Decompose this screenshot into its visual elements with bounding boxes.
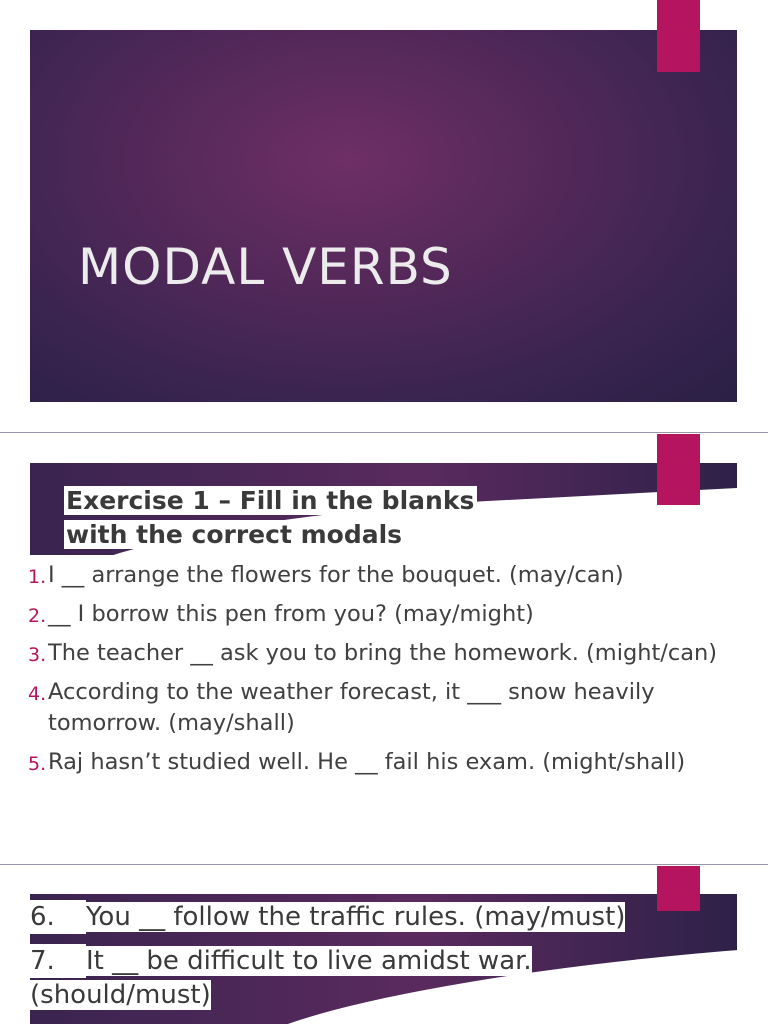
item-number: 7. xyxy=(30,944,86,978)
item-number: 2. xyxy=(28,605,47,627)
item-text: (should/must) xyxy=(30,980,211,1010)
exercise-slide xyxy=(0,434,768,864)
slide-divider xyxy=(0,432,768,433)
heading-line-1: Exercise 1 – Fill in the blanks xyxy=(64,486,477,515)
item-6 xyxy=(30,900,625,934)
item-number: 5. xyxy=(28,753,47,775)
list-item xyxy=(28,677,748,739)
question-list xyxy=(28,560,748,786)
item-text: It __ be difficult to live amidst war. xyxy=(86,946,532,976)
exercise-slide-continued xyxy=(0,866,768,1024)
item-number: 4. xyxy=(28,683,47,705)
item-text: Raj hasn’t studied well. He __ fail his exam. (might/shall) xyxy=(48,749,686,775)
title-panel xyxy=(30,30,737,402)
item-number: 1. xyxy=(28,566,47,588)
accent-bookmark xyxy=(657,434,700,505)
heading-line-2: with the correct modals xyxy=(64,520,405,549)
item-number: 6. xyxy=(30,900,86,934)
item-7-continued xyxy=(30,978,211,1012)
slide-title: MODAL VERBS xyxy=(78,238,453,296)
item-text: You __ follow the traffic rules. (may/must) xyxy=(86,902,626,932)
item-text: The teacher __ ask you to bring the homework. (might/can) xyxy=(48,640,718,666)
list-item xyxy=(28,560,748,591)
accent-bookmark xyxy=(657,866,700,911)
item-number: 3. xyxy=(28,644,47,666)
item-text: __ I borrow this pen from you? (may/might) xyxy=(48,601,534,627)
list-item xyxy=(28,747,748,778)
accent-bookmark xyxy=(657,0,700,72)
item-7 xyxy=(30,944,532,978)
exercise-heading xyxy=(64,484,477,552)
item-text: I __ arrange the flowers for the bouquet. (may/can) xyxy=(48,562,624,588)
slide-divider xyxy=(0,864,768,865)
list-item xyxy=(28,599,748,630)
list-item xyxy=(28,638,748,669)
title-slide xyxy=(0,0,768,433)
item-text: According to the weather forecast, it ___ snow heavily tomorrow. (may/shall) xyxy=(48,679,655,736)
